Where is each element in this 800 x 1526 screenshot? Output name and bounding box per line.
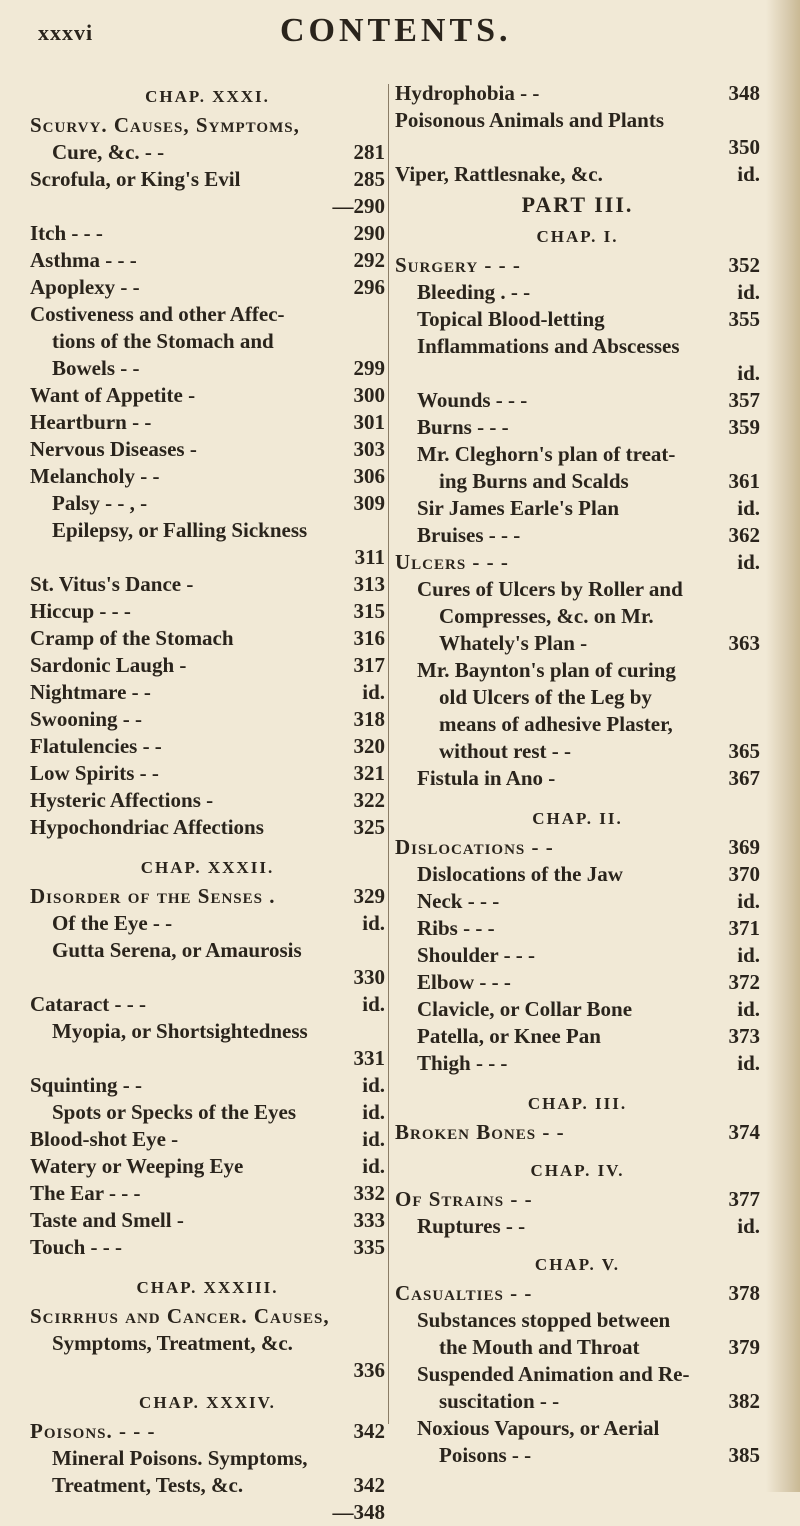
toc-entry	[395, 1307, 760, 1361]
entry-page: 322	[353, 788, 385, 812]
entry-page: 350	[728, 135, 760, 159]
entry-title: Disorder of the Senses .	[30, 884, 276, 908]
entry-page: 317	[353, 653, 385, 677]
entry-page: 290	[353, 221, 385, 245]
entry-title: Noxious Vapours, or Aerial	[417, 1416, 660, 1440]
toc-entry	[30, 517, 385, 571]
entry-title: Hysteric Affections -	[30, 788, 214, 812]
toc-entry	[30, 679, 385, 706]
entry-title: Topical Blood-letting	[417, 307, 605, 331]
entry-title: Burns - - -	[417, 415, 509, 439]
page-header	[30, 12, 750, 52]
toc-entry	[30, 571, 385, 598]
entry-page: 361	[728, 469, 760, 493]
entry-title: Of Strains - -	[395, 1187, 533, 1211]
entry-page: id.	[362, 1154, 385, 1178]
toc-entry	[30, 1445, 385, 1499]
toc-entry	[30, 409, 385, 436]
toc-entry	[395, 414, 760, 441]
toc-entry	[395, 252, 760, 279]
entry-title-cont: tions of the Stomach and	[52, 329, 274, 353]
toc-entry	[395, 1361, 760, 1415]
chapter-heading: CHAP. XXXIII.	[136, 1278, 279, 1297]
entry-page: id.	[362, 911, 385, 935]
entry-page: id.	[737, 943, 760, 967]
entry-page: id.	[362, 1100, 385, 1124]
entry-title: Myopia, or Shortsightedness	[52, 1019, 308, 1043]
entry-page: id.	[737, 1214, 760, 1238]
toc-entry	[395, 161, 760, 188]
entry-page: 333	[353, 1208, 385, 1232]
part-heading: PART III.	[521, 192, 634, 217]
entry-page: 311	[354, 545, 385, 569]
toc-entry	[30, 814, 385, 841]
entry-page: 369	[728, 835, 760, 859]
entry-title: Heartburn - -	[30, 410, 152, 434]
toc-entry	[30, 1207, 385, 1234]
toc-entry	[395, 522, 760, 549]
entry-title: Cures of Ulcers by Roller and	[417, 577, 683, 601]
toc-entry	[395, 549, 760, 576]
entry-title: Squinting - -	[30, 1073, 143, 1097]
entry-page: 342	[353, 1419, 385, 1443]
toc-entry	[395, 942, 760, 969]
toc-entry	[30, 625, 385, 652]
entry-title: Gutta Serena, or Amaurosis	[52, 938, 302, 962]
entry-page: 363	[728, 631, 760, 655]
toc-entry	[395, 80, 760, 107]
column-divider	[388, 84, 389, 1424]
entry-title: Cramp of the Stomach	[30, 626, 234, 650]
toc-entry	[30, 1418, 385, 1445]
entry-page-range	[30, 1499, 385, 1526]
page-number: xxxvi	[38, 20, 94, 45]
entry-title: Low Spirits - -	[30, 761, 159, 785]
entry-page: id.	[737, 997, 760, 1021]
entry-title-spacer	[395, 134, 760, 161]
entry-title: Thigh - - -	[417, 1051, 508, 1075]
entry-page: 303	[353, 437, 385, 461]
right-column	[395, 76, 760, 1469]
entry-page: 367	[728, 766, 760, 790]
entry-title: Mineral Poisons. Symptoms,	[52, 1446, 308, 1470]
entry-title-cont: ing Burns and Scalds	[439, 469, 629, 493]
toc-entry	[30, 787, 385, 814]
entry-page: 296	[353, 275, 385, 299]
entry-page: 301	[353, 410, 385, 434]
entry-title: Wounds - - -	[417, 388, 528, 412]
toc-entry	[30, 883, 385, 910]
entry-title: Spots or Specks of the Eyes	[52, 1100, 297, 1124]
entry-page: 320	[353, 734, 385, 758]
entry-page: 342	[353, 1473, 385, 1497]
entry-title: Casualties - -	[395, 1281, 533, 1305]
toc-entry	[30, 247, 385, 274]
entry-page: 292	[353, 248, 385, 272]
chapter-heading: CHAP. XXXIV.	[139, 1393, 276, 1412]
entry-page: 385	[728, 1443, 760, 1467]
entry-title-cont: Whately's Plan -	[439, 631, 588, 655]
entry-page: id.	[362, 992, 385, 1016]
toc-entry	[30, 733, 385, 760]
entry-title: The Ear - - -	[30, 1181, 141, 1205]
chapter-heading: CHAP. XXXII.	[140, 858, 275, 877]
toc-entry	[30, 1234, 385, 1261]
entry-title-cont: Compresses, &c. on Mr.	[439, 604, 654, 628]
entry-title: Bleeding . - -	[417, 280, 531, 304]
entry-title-cont: old Ulcers of the Leg by	[439, 685, 652, 709]
entry-page: 352	[728, 253, 760, 277]
entry-page-range	[30, 193, 385, 220]
entry-title: Scirrhus and Cancer. Causes,	[30, 1304, 330, 1328]
toc-entry	[395, 969, 760, 996]
toc-entry	[395, 279, 760, 306]
toc-entry	[395, 107, 760, 161]
entry-page: 379	[728, 1335, 760, 1359]
entry-title: Itch - - -	[30, 221, 103, 245]
entry-title: Bruises - - -	[417, 523, 521, 547]
entry-page: 321	[353, 761, 385, 785]
entry-title-cont: the Mouth and Throat	[439, 1335, 640, 1359]
entry-page: 281	[353, 140, 385, 164]
entry-page: 336	[353, 1358, 385, 1382]
entry-page: 373	[728, 1024, 760, 1048]
entry-page: 359	[728, 415, 760, 439]
entry-page-cont: —348	[332, 1500, 385, 1524]
entry-page: 300	[353, 383, 385, 407]
entry-title: Viper, Rattlesnake, &c.	[395, 162, 603, 186]
toc-entry	[395, 1119, 760, 1146]
entry-page: 330	[353, 965, 385, 989]
toc-entry	[30, 382, 385, 409]
entry-page: id.	[737, 889, 760, 913]
toc-entry	[395, 495, 760, 522]
entry-title: Substances stopped between	[417, 1308, 671, 1332]
entry-title: Ulcers - - -	[395, 550, 509, 574]
entry-page: 318	[353, 707, 385, 731]
toc-entry	[30, 301, 385, 382]
toc-entry	[395, 1023, 760, 1050]
entry-page: id.	[737, 361, 760, 385]
entry-title: Cataract - - -	[30, 992, 147, 1016]
toc-entry	[395, 915, 760, 942]
toc-entry	[30, 112, 385, 166]
entry-title: Sardonic Laugh -	[30, 653, 187, 677]
entry-title: Scrofula, or King's Evil	[30, 167, 241, 191]
entry-title: Watery or Weeping Eye	[30, 1154, 244, 1178]
entry-page: 370	[728, 862, 760, 886]
entry-title: Melancholy - -	[30, 464, 160, 488]
entry-page: 316	[353, 626, 385, 650]
toc-entry	[30, 1018, 385, 1072]
entry-page: 329	[353, 884, 385, 908]
entry-title: Hypochondriac Affections	[30, 815, 264, 839]
toc-entry	[395, 1415, 760, 1469]
entry-title: Hiccup - - -	[30, 599, 131, 623]
chapter-heading: CHAP. XXXI.	[145, 87, 270, 106]
entry-page: id.	[362, 1127, 385, 1151]
entry-page: 299	[353, 356, 385, 380]
toc-entry	[30, 1303, 385, 1384]
entry-page: 331	[353, 1046, 385, 1070]
toc-entry	[395, 306, 760, 333]
toc-entry	[395, 996, 760, 1023]
toc-entry	[30, 910, 385, 937]
toc-entry	[395, 576, 760, 657]
toc-entry	[395, 834, 760, 861]
entry-title: Poisonous Animals and Plants	[395, 108, 665, 132]
entry-title: Elbow - - -	[417, 970, 511, 994]
entry-page: 325	[353, 815, 385, 839]
toc-entry	[30, 652, 385, 679]
entry-title: Neck - - -	[417, 889, 500, 913]
toc-entry	[30, 937, 385, 991]
entry-title: Ruptures - -	[417, 1214, 526, 1238]
toc-entry	[30, 166, 385, 193]
entry-title-spacer	[30, 964, 385, 991]
toc-entry	[395, 1050, 760, 1077]
entry-page: 362	[728, 523, 760, 547]
entry-title: Dislocations of the Jaw	[417, 862, 623, 886]
entry-title: Scurvy. Causes, Symptoms,	[30, 113, 300, 137]
entry-page: 374	[728, 1120, 760, 1144]
entry-title: Inflammations and Abscesses	[417, 334, 680, 358]
toc-entry	[395, 1213, 760, 1240]
entry-title: Patella, or Knee Pan	[417, 1024, 601, 1048]
toc-entry	[30, 1099, 385, 1126]
entry-title: Want of Appetite -	[30, 383, 196, 407]
entry-title: Costiveness and other Affec-	[30, 302, 285, 326]
entry-page: 335	[353, 1235, 385, 1259]
entry-title: Dislocations - -	[395, 835, 554, 859]
entry-title: St. Vitus's Dance -	[30, 572, 194, 596]
toc-entry	[395, 888, 760, 915]
toc-entry	[30, 220, 385, 247]
entry-title: Poisons. - - -	[30, 1419, 156, 1443]
entry-page: id.	[737, 550, 760, 574]
entry-page: id.	[737, 496, 760, 520]
entry-title-cont: Cure, &c. - -	[52, 140, 165, 164]
entry-title: Asthma - - -	[30, 248, 137, 272]
chapter-heading: CHAP. IV.	[530, 1161, 625, 1180]
toc-entry	[395, 441, 760, 495]
entry-page: 377	[728, 1187, 760, 1211]
entry-title: Of the Eye - -	[52, 911, 173, 935]
entry-page: 309	[353, 491, 385, 515]
entry-title-cont: suscitation - -	[439, 1389, 560, 1413]
entry-page: 357	[728, 388, 760, 412]
entry-title: Mr. Baynton's plan of curing	[417, 658, 676, 682]
entry-title-cont: Treatment, Tests, &c.	[52, 1473, 244, 1497]
entry-page: id.	[737, 280, 760, 304]
toc-entry	[395, 657, 760, 765]
entry-page: id.	[737, 162, 760, 186]
toc-entry	[30, 1180, 385, 1207]
entry-title: Fistula in Ano -	[417, 766, 556, 790]
entry-title: Apoplexy - -	[30, 275, 140, 299]
entry-title-spacer	[30, 1045, 385, 1072]
entry-page: 355	[728, 307, 760, 331]
entry-page: 372	[728, 970, 760, 994]
toc-entry	[30, 1072, 385, 1099]
entry-title: Mr. Cleghorn's plan of treat-	[417, 442, 676, 466]
entry-page: 365	[728, 739, 760, 763]
entry-page: 306	[353, 464, 385, 488]
entry-title: Palsy - - , -	[52, 491, 148, 515]
entry-page: 382	[728, 1389, 760, 1413]
entry-page: 315	[353, 599, 385, 623]
toc-entry	[395, 765, 760, 792]
entry-title: Hydrophobia - -	[395, 81, 540, 105]
chapter-heading: CHAP. II.	[532, 809, 623, 828]
page-edge-shadow	[766, 0, 800, 1492]
entry-title: Epilepsy, or Falling Sickness	[52, 518, 308, 542]
entry-title-spacer	[30, 544, 385, 571]
entry-title: Surgery - - -	[395, 253, 521, 277]
entry-title-cont: without rest - -	[439, 739, 572, 763]
toc-entry	[395, 1186, 760, 1213]
entry-title: Swooning - -	[30, 707, 143, 731]
toc-entry	[30, 490, 385, 517]
entry-page: 371	[728, 916, 760, 940]
entry-page: 378	[728, 1281, 760, 1305]
entry-title-cont: Bowels - -	[52, 356, 140, 380]
left-column	[30, 76, 385, 1526]
toc-entry	[30, 991, 385, 1018]
entry-title: Flatulencies - -	[30, 734, 162, 758]
entry-page: 313	[353, 572, 385, 596]
entry-title: Nervous Diseases -	[30, 437, 197, 461]
entry-title: Nightmare - -	[30, 680, 151, 704]
entry-title: Broken Bones - -	[395, 1120, 565, 1144]
entry-page: id.	[737, 1051, 760, 1075]
entry-page: 332	[353, 1181, 385, 1205]
chapter-heading: CHAP. III.	[527, 1094, 628, 1113]
page-title: CONTENTS.	[280, 12, 512, 49]
chapter-heading: CHAP. V.	[534, 1255, 621, 1274]
entry-page-cont: —290	[332, 194, 385, 218]
entry-page: id.	[362, 680, 385, 704]
entry-page: id.	[362, 1073, 385, 1097]
toc-entry	[30, 436, 385, 463]
entry-title-spacer	[395, 360, 760, 387]
entry-title: Sir James Earle's Plan	[417, 496, 620, 520]
entry-title-cont: Poisons - -	[439, 1443, 532, 1467]
toc-entry	[395, 387, 760, 414]
entry-title-cont: means of adhesive Plaster,	[439, 712, 673, 736]
toc-entry	[30, 1126, 385, 1153]
entry-page: 348	[728, 81, 760, 105]
toc-entry	[30, 463, 385, 490]
entry-title: Taste and Smell -	[30, 1208, 184, 1232]
toc-entry	[30, 1153, 385, 1180]
entry-title: Blood-shot Eye -	[30, 1127, 179, 1151]
toc-entry	[30, 706, 385, 733]
entry-title: Touch - - -	[30, 1235, 122, 1259]
toc-entry	[30, 598, 385, 625]
entry-title: Ribs - - -	[417, 916, 495, 940]
toc-entry	[30, 274, 385, 301]
toc-entry	[395, 333, 760, 387]
entry-title: Clavicle, or Collar Bone	[417, 997, 633, 1021]
entry-page: 285	[353, 167, 385, 191]
toc-entry	[30, 760, 385, 787]
entry-title-spacer	[30, 1357, 385, 1384]
entry-title: Suspended Animation and Re-	[417, 1362, 690, 1386]
chapter-heading: CHAP. I.	[536, 227, 619, 246]
entry-title: Shoulder - - -	[417, 943, 536, 967]
toc-entry	[395, 1280, 760, 1307]
entry-title-cont: Symptoms, Treatment, &c.	[52, 1331, 293, 1355]
toc-entry	[395, 861, 760, 888]
